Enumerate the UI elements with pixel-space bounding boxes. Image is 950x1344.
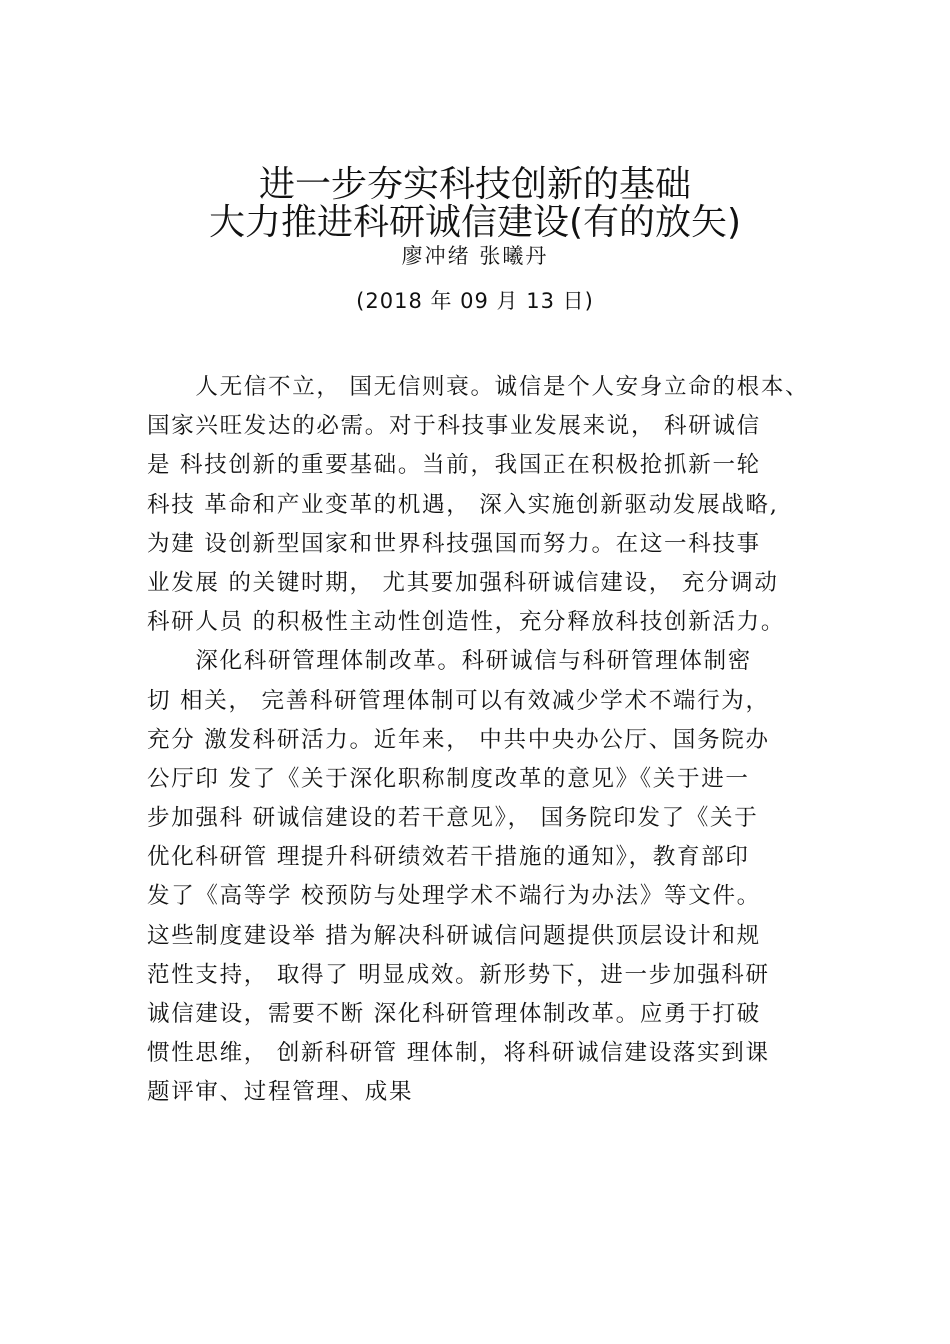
text-line: 题评审、过程管理、成果 [147,1079,414,1106]
text-line: 充分 激发科研活力。近年来， 中共中央办公厅、国务院办 [147,726,770,753]
text-line: 惯性思维， 创新科研管 理体制，将科研诚信建设落实到课 [147,1040,770,1067]
authors: 廖冲绪 张曦丹 [401,244,549,268]
text-line: 科研人员 的积极性主动性创造性，充分释放科技创新活力。 [147,609,786,636]
text-line: 这些制度建设举 措为解决科研诚信问题提供顶层设计和规 [147,922,761,949]
text-line: 发了《高等学 校预防与处理学术不端行为办法》等文件。 [147,883,761,910]
paragraph [147,642,817,1112]
title-line-2: 大力推进科研诚信建设(有的放矢) [208,202,742,243]
article-body [147,368,817,1113]
paragraph [147,368,817,642]
text-line: 优化科研管 理提升科研绩效若干措施的通知》，教育部印 [147,844,750,871]
title-line-1: 进一步夯实科技创新的基础 [258,164,691,205]
text-line: 切 相关， 完善科研管理体制可以有效减少学术不端行为， [147,687,770,714]
text-line: 为建 设创新型国家和世界科技强国而努力。在这一科技事 [147,530,761,557]
text-line: 公厅印 发了《关于深化职称制度改革的意见》《关于进一 [147,765,750,792]
text-line: 范性支持， 取得了 明显成效。新形势下，进一步加强科研 [147,961,770,988]
text-line: 科技 革命和产业变革的机遇， 深入实施创新驱动发展战略, [147,491,779,518]
text-line: 人无信不立， 国无信则衰。诚信是个人安身立命的根本、 [147,374,810,400]
text-line: 业发展 的关键时期， 尤其要加强科研诚信建设， 充分调动 [147,569,779,596]
text-line: 是 科技创新的重要基础。当前，我国正在积极抢抓新一轮 [147,452,761,479]
text-line: 步加强科 研诚信建设的若干意见》， 国务院印发了《关于 [147,805,759,832]
publish-date: (2018 年 09 月 13 日) [356,289,594,313]
text-line: 国家兴旺发达的必需。对于科技事业发展来说， 科研诚信 [147,413,761,440]
text-line: 诚信建设，需要不断 深化科研管理体制改革。应勇于打破 [147,1001,761,1027]
text-line: 深化科研管理体制改革。科研诚信与科研管理体制密 [147,648,753,675]
